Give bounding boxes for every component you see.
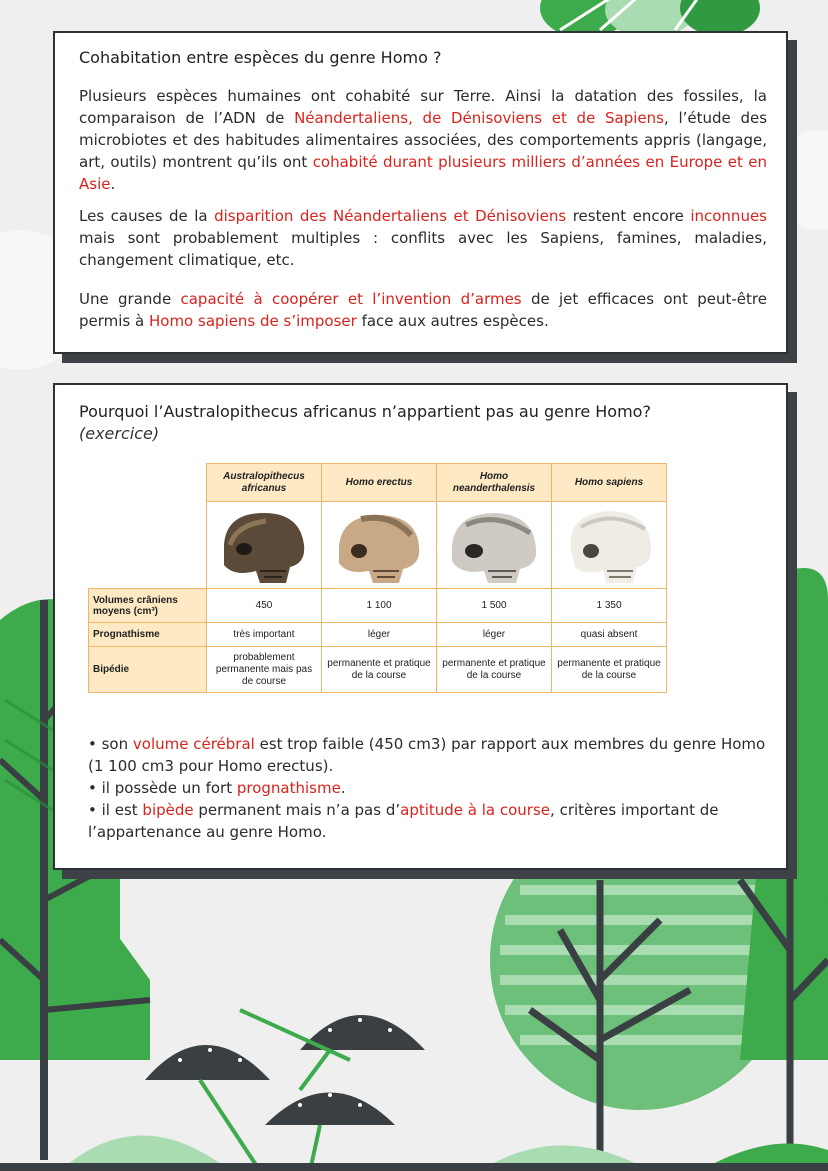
text-segment: mais sont probablement multiples : conflits avec les Sapiens, famines, maladies, changement climatique, etc. <box>79 229 767 269</box>
table-cell: permanente et pratique de la course <box>437 647 552 693</box>
text-segment: , l’étude des microbiotes et des habitudes alimentaires associées, des comportements appris (langage, art, outils) montrent qu’ils ont <box>79 109 768 171</box>
table-cell: 1 500 <box>437 589 552 623</box>
skull-image-australopithecus <box>216 505 312 585</box>
text-segment: permanent mais n’a pas d’ <box>193 801 401 819</box>
bullet-item <box>88 777 778 799</box>
highlight: cohabité durant plusieurs milliers d’années en Europe et en Asie <box>79 153 768 193</box>
highlight: Homo sapiens de s’imposer <box>148 312 357 330</box>
table-cell: léger <box>437 623 552 647</box>
skull-image-neanderthalensis <box>446 505 542 585</box>
skull-image-sapiens <box>561 505 657 585</box>
species-header: Homo sapiens <box>552 464 667 502</box>
cohabitation-paragraph-1 <box>79 85 767 195</box>
table-cell: permanente et pratique de la course <box>552 647 667 693</box>
answer-bullets <box>88 733 778 843</box>
table-cell: 450 <box>207 589 322 623</box>
highlight: bipède <box>142 801 194 819</box>
bullet-item <box>88 799 778 843</box>
exercise-title: Pourquoi l’Australopithecus africanus n’appartient pas au genre Homo? <box>79 402 651 421</box>
row-label-prognathisme: Prognathisme <box>89 623 207 647</box>
row-label-volume: Volumes crâniens moyens (cm³) <box>89 589 207 623</box>
ground <box>0 1136 828 1171</box>
table-cell: permanente et pratique de la course <box>322 647 437 693</box>
text-segment: , critères important de l’appartenance au genre Homo. <box>88 801 719 841</box>
highlight: inconnues <box>690 207 767 225</box>
table-cell: très important <box>207 623 322 647</box>
exercise-subtitle: (exercice) <box>79 424 160 443</box>
highlight: volume cérébral <box>132 735 255 753</box>
text-segment: . <box>110 175 116 193</box>
highlight: aptitude à la course <box>400 801 551 819</box>
text-segment: Les causes de la <box>79 207 215 225</box>
text-segment: . <box>340 779 346 797</box>
text-segment: • son <box>88 735 133 753</box>
table-cell: probablement permanente mais pas de course <box>207 647 322 693</box>
highlight: capacité à coopérer et l’invention d’armes <box>180 290 522 308</box>
text-segment: • il est <box>88 801 143 819</box>
skull-neanderthalensis <box>437 502 552 589</box>
bullet-item <box>88 733 778 777</box>
skull-australopithecus <box>207 502 322 589</box>
row-label-bipedie: Bipédie <box>89 647 207 693</box>
species-header: Australopithecus africanus <box>207 464 322 502</box>
skull-sapiens <box>552 502 667 589</box>
australopithecus-card <box>53 383 788 870</box>
table-cell: léger <box>322 623 437 647</box>
cohabitation-title: Cohabitation entre espèces du genre Homo ? <box>79 48 442 67</box>
table-spacer <box>89 502 207 589</box>
highlight: Néandertaliens, de Dénisoviens et de Sapiens <box>294 109 664 127</box>
highlight: disparition des Néandertaliens et Dénisoviens <box>214 207 567 225</box>
cohabitation-paragraph-3 <box>79 288 767 332</box>
text-segment: Plusieurs espèces humaines ont cohabité sur Terre. Ainsi la datation des fossiles, la comparaison de l’ADN de <box>79 87 767 127</box>
highlight: prognathisme <box>236 779 341 797</box>
cohabitation-card <box>53 31 788 354</box>
text-segment: restent encore <box>566 207 691 225</box>
table-cell: 1 350 <box>552 589 667 623</box>
species-header: Homo neanderthalensis <box>437 464 552 502</box>
species-header: Homo erectus <box>322 464 437 502</box>
table-cell: quasi absent <box>552 623 667 647</box>
text-segment: • il possède un fort <box>88 779 237 797</box>
table-cell: 1 100 <box>322 589 437 623</box>
skull-comparison-table <box>88 463 667 693</box>
text-segment: est trop faible (450 cm3) par rapport aux membres du genre Homo (1 100 cm3 pour Homo erectus). <box>88 735 766 775</box>
skull-image-erectus <box>331 505 427 585</box>
text-segment: de jet efficaces ont peut-être permis à <box>79 290 767 330</box>
text-segment: face aux autres espèces. <box>356 312 549 330</box>
skull-erectus <box>322 502 437 589</box>
text-segment: Une grande <box>79 290 181 308</box>
cohabitation-paragraph-2 <box>79 205 767 271</box>
table-corner <box>89 464 207 502</box>
